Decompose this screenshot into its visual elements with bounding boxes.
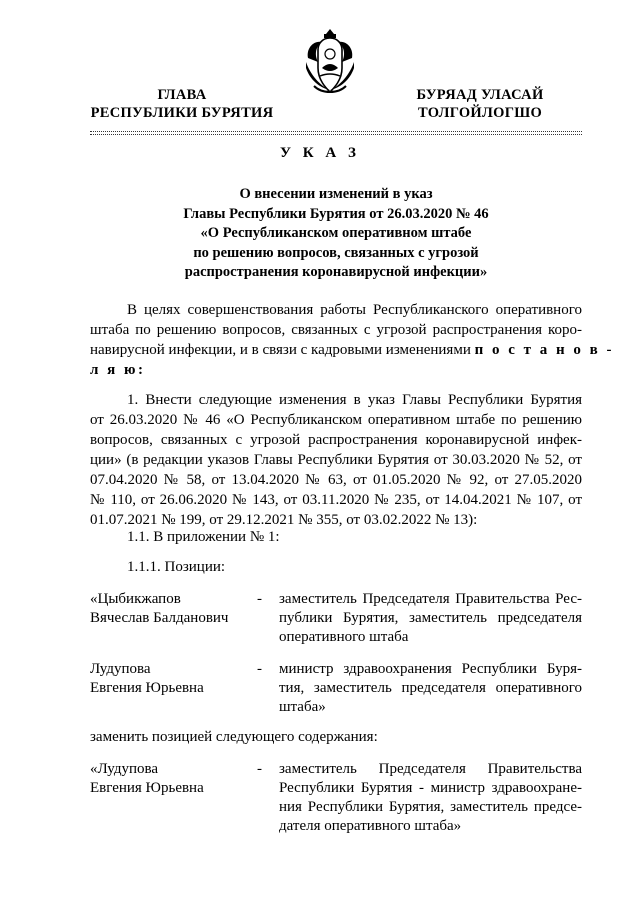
text-line: от 26.03.2020 № 46 «О Республиканском оперативном штабе по решению — [90, 412, 582, 428]
decree-word: п о с т а н о в - — [474, 342, 615, 358]
separator-dash: - — [257, 591, 262, 607]
role-line: штаба» — [279, 699, 326, 715]
text-line: № 110, от 26.06.2020 № 143, от 03.11.2020 № 235, от 14.04.2021 № 107, от — [90, 492, 582, 508]
role-line: оперативного штаба — [279, 629, 409, 645]
person-name — [90, 590, 260, 628]
replace-instruction — [90, 727, 582, 747]
document-title — [90, 185, 582, 283]
separator-dash: - — [257, 761, 262, 777]
text-line: 1.1. В приложении № 1: — [127, 529, 280, 545]
title-line: «О Республиканском оперативном штабе — [200, 225, 472, 241]
name-line: «Цыбикжапов — [90, 591, 181, 607]
role-line: Республики Бурятия - министр здравоохране- — [279, 780, 582, 796]
name-line: Евгения Юрьевна — [90, 680, 204, 696]
text-line: заменить позицией следующего содержания: — [90, 729, 378, 745]
role-line: министр здравоохранения Республики Буря- — [279, 661, 582, 677]
header-divider — [90, 131, 582, 132]
name-line: Вячеслав Балданович — [90, 610, 229, 626]
item-1-1-1 — [90, 557, 582, 577]
person-role — [279, 660, 582, 717]
separator-dash: - — [257, 661, 262, 677]
header-right — [380, 86, 580, 122]
person-role — [279, 590, 582, 647]
person-role — [279, 760, 582, 836]
text-line: 1. Внести следующие изменения в указ Главы Республики Бурятия — [127, 392, 582, 408]
person-name — [90, 760, 260, 798]
role-line: дателя оперативного штаба» — [279, 818, 462, 834]
text-line: штаба по решению вопросов, связанных с угрозой распространения коро- — [90, 322, 582, 338]
item-1-paragraph — [90, 390, 582, 530]
title-line: распространения коронавирусной инфекции» — [184, 264, 488, 280]
text-line: В целях совершенствования работы Республиканского оперативного — [127, 302, 582, 318]
text-line — [90, 360, 582, 380]
text-line: 1.1.1. Позиции: — [127, 559, 226, 575]
header-left-line1: ГЛАВА — [157, 87, 207, 103]
header-divider-second — [90, 134, 582, 135]
item-1-1 — [90, 527, 582, 547]
preamble-paragraph — [90, 300, 615, 380]
role-line: тия, заместитель председателя оперативного — [279, 680, 582, 696]
header-left-line2: РЕСПУБЛИКИ БУРЯТИЯ — [90, 105, 274, 121]
document-type: У К А З — [280, 145, 360, 161]
title-line: по решению вопросов, связанных с угрозой — [193, 244, 479, 261]
person-name — [90, 660, 260, 698]
name-line: Евгения Юрьевна — [90, 780, 204, 796]
text-line: 07.04.2020 № 58, от 13.04.2020 № 63, от 01.05.2020 № 92, от 27.05.2020 — [90, 472, 582, 488]
text-line — [90, 340, 615, 360]
text-line: вопросов, связанных с угрозой распространения коронавирусной инфек- — [90, 432, 582, 448]
decree-word-end: л я ю: — [90, 362, 146, 378]
title-line: О внесении изменений в указ — [239, 186, 433, 202]
header-right-line2: ТОЛГОЙЛОГШО — [417, 105, 543, 121]
header-right-line1: БУРЯАД УЛАСАЙ — [416, 87, 544, 103]
text-fragment: навирусной инфекции, и в связи с кадровыми изменениями — [90, 342, 471, 358]
role-line: заместитель Председателя Правительства — [279, 761, 582, 777]
text-line: 01.07.2021 № 199, от 29.12.2021 № 355, от 03.02.2022 № 13): — [90, 512, 478, 528]
name-line: «Лудупова — [90, 761, 159, 777]
role-line: заместитель Председателя Правительства Рес- — [279, 591, 582, 607]
name-line: Лудупова — [90, 661, 151, 677]
role-line: ния Республики Бурятия, заместитель предсе- — [279, 799, 582, 815]
header-left — [82, 86, 282, 122]
coat-of-arms-icon — [300, 28, 360, 96]
role-line: публики Бурятия, заместитель председателя — [279, 610, 582, 626]
text-line: ции» (в редакции указов Главы Республики Бурятия от 30.03.2020 № 52, от — [90, 452, 582, 468]
title-line: Главы Республики Бурятия от 26.03.2020 № 46 — [183, 205, 489, 222]
